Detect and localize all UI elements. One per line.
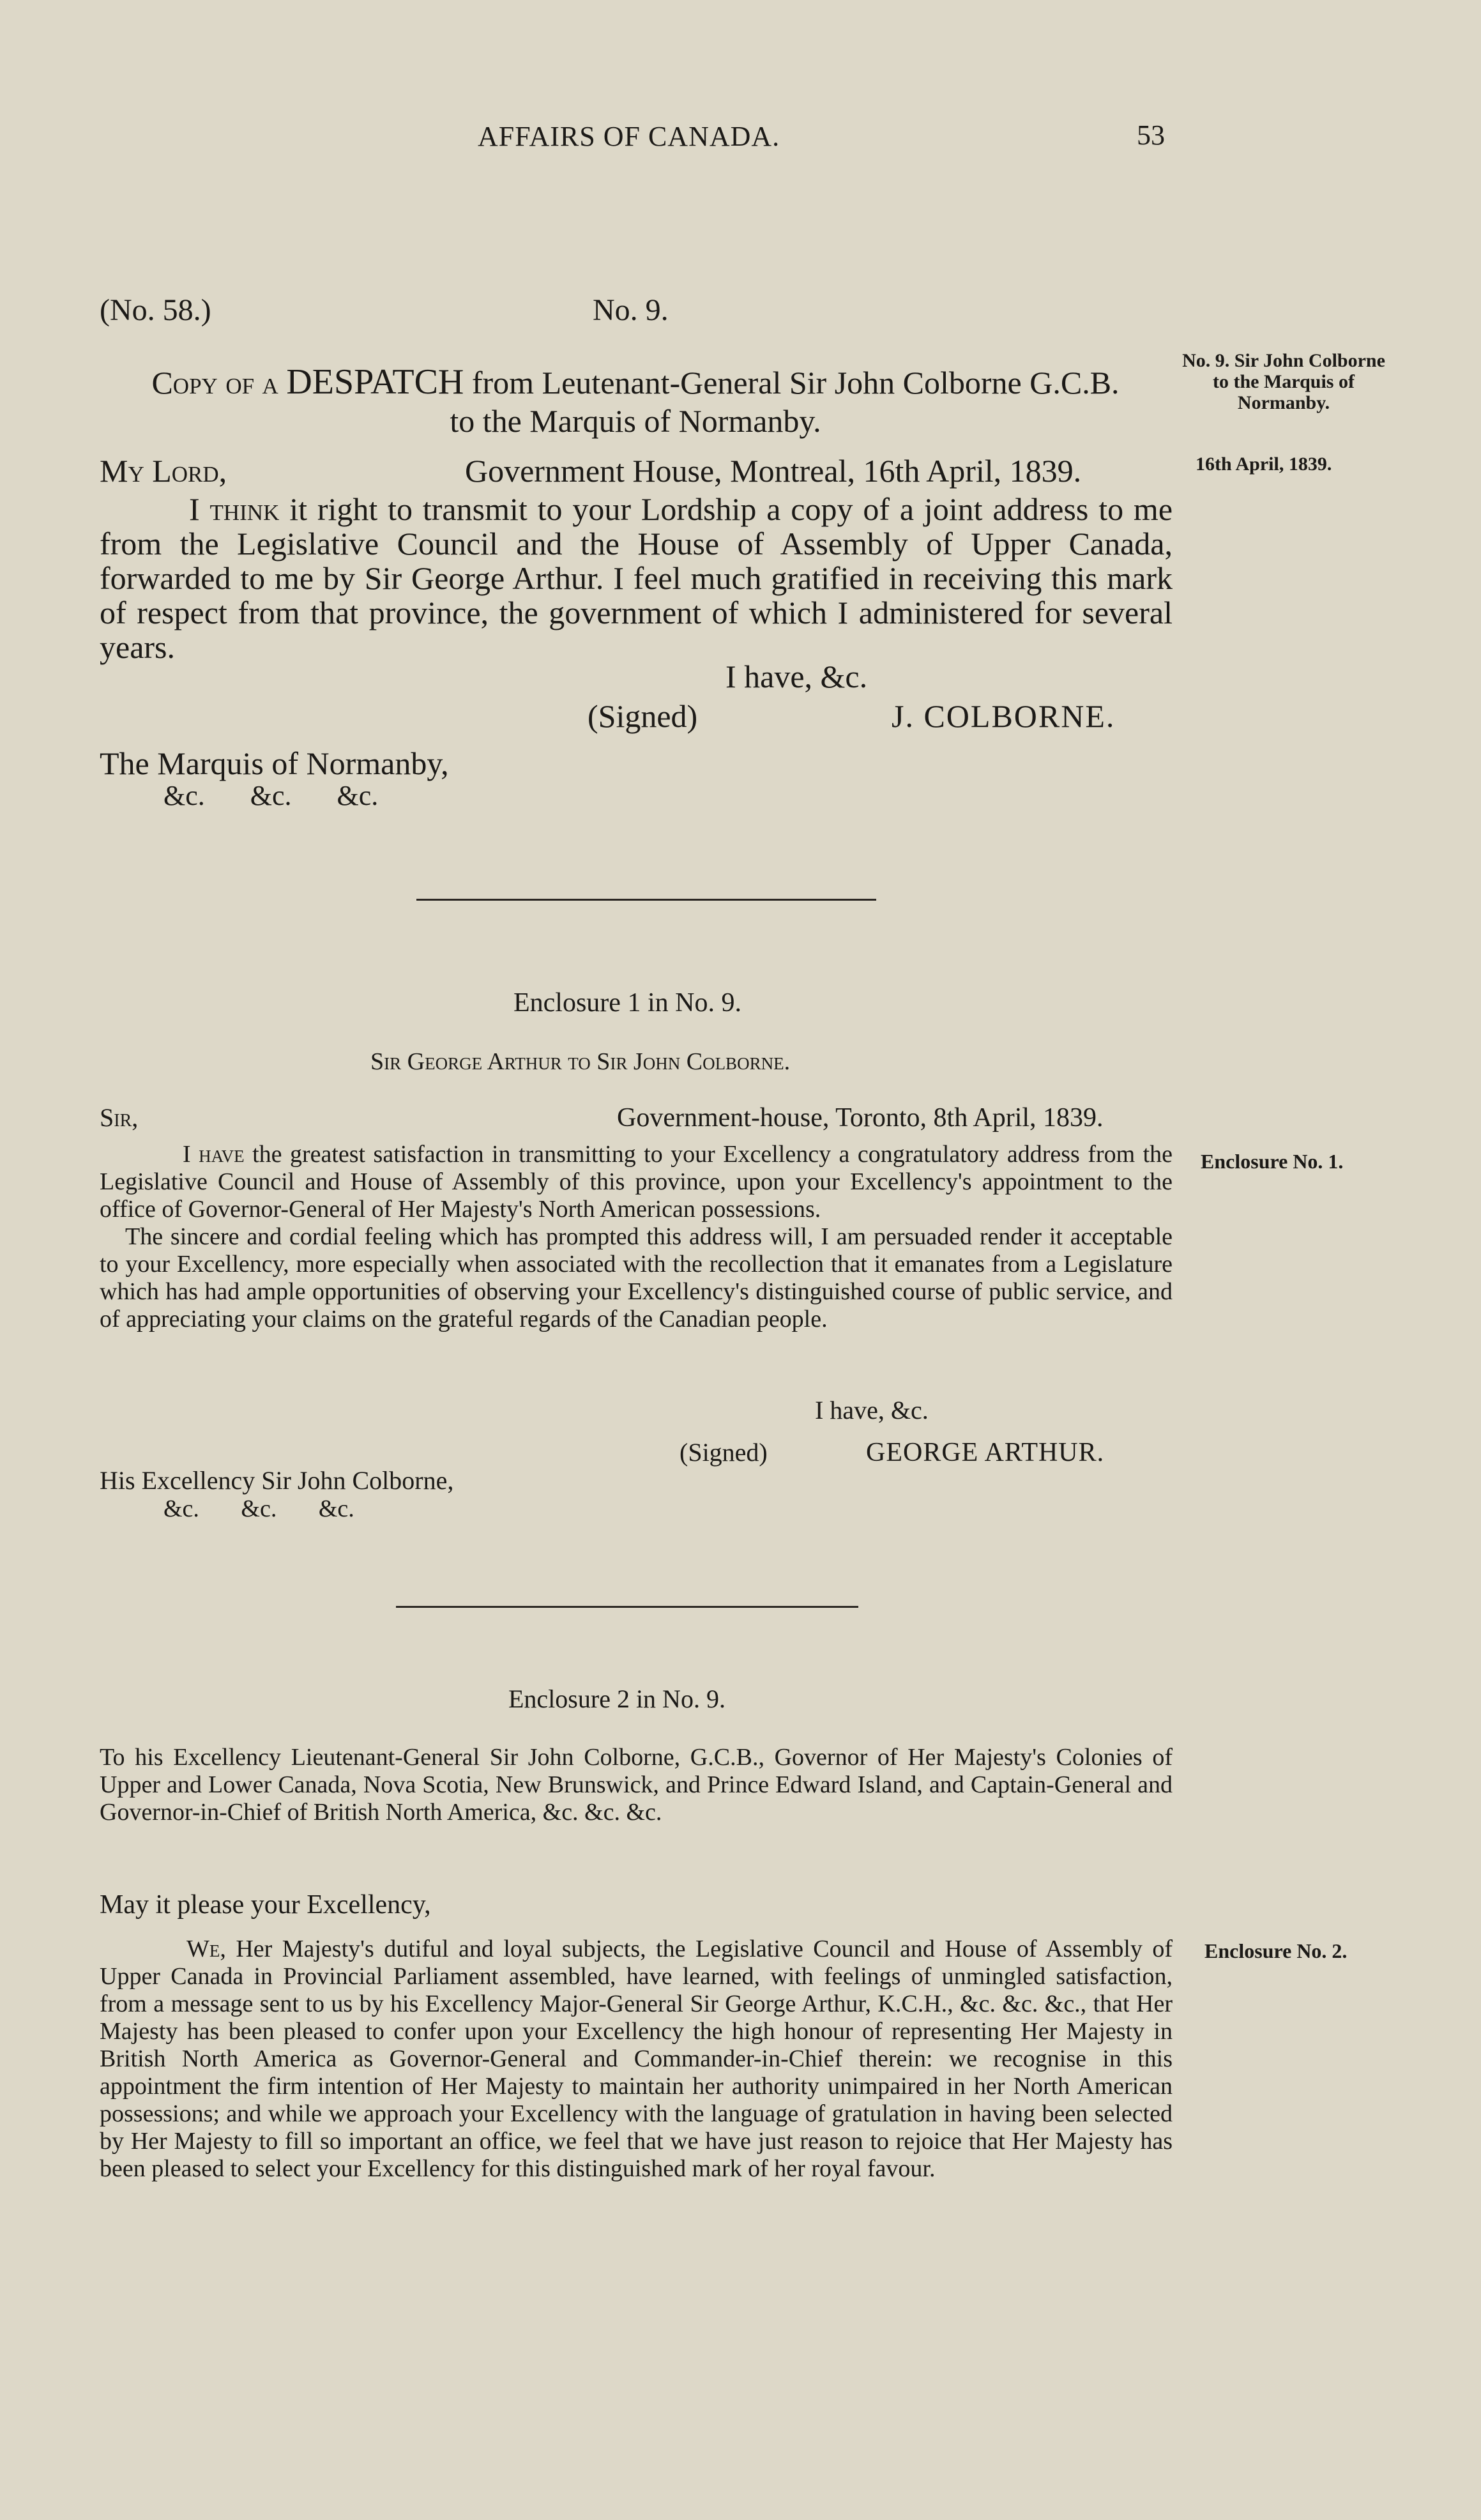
enclosure1-salutation: Sir, [100,1103,139,1132]
despatch-title [109,363,1162,440]
despatch-salutation: My Lord, [100,453,227,489]
enclosure1-para1 [100,1141,1173,1223]
despatch-body [100,492,1173,664]
enclosure1-addressee: His Excellency Sir John Colborne, [100,1466,454,1495]
despatch-title-to: to the Marquis of Normanby. [450,403,821,439]
enclosure1-closing: I have, &c. [815,1396,929,1424]
enclosure1-para1-lead: I have [183,1141,245,1168]
despatch-signed: (Signed) [588,698,698,734]
enclosure1-subheading: Sir George Arthur to Sir John Colborne. [370,1048,791,1075]
enclosure1-para2 [100,1223,1173,1333]
enclosure2-body-lead: We, [186,1936,226,1962]
despatch-body-text: it right to transmit to your Lordship a copy of a joint address to me from the Legislative Council and the House of Assembly of Upper Canada, forwarded to me by Sir George Arthur. I feel much gratified in receiving this mark of respect from that province, the government of which I administered for several years. [100,491,1173,665]
despatch-addressee-etc: &c. &c. &c. [163,780,379,811]
despatch-body-lead: I think [189,491,280,527]
margin-note-enclosure1: Enclosure No. 1. [1201,1150,1344,1173]
margin-note-enclosure2: Enclosure No. 2. [1204,1939,1348,1962]
enclosure1-addressee-etc: &c. &c. &c. [163,1495,354,1522]
enclosure1-para2-text: The sincere and cordial feeling which has prompted this address will, I am persuaded render it acceptable to your Excellency, more especially when associated with the recollection that it emanates from a Legislature which has had ample opportunities of observing your Excellency's distinguished course of public service, and of appreciating your claims on the grateful regards of the Canadian people. [100,1223,1173,1333]
running-header-title: AFFAIRS OF CANADA. [478,121,780,152]
despatch-ref: (No. 58.) [100,293,211,327]
enclosure1-place-date: Government-house, Toronto, 8th April, 1839. [617,1103,1104,1133]
despatch-title-copy: Copy of a [151,365,278,401]
despatch-number: No. 9. [593,293,669,327]
enclosure2-heading: Enclosure 2 in No. 9. [508,1684,725,1713]
enclosure2-address [100,1744,1173,1826]
enclosure2-body [100,1936,1173,2183]
despatch-title-from: from Leutenant-General Sir John Colborne G.C.B. [471,365,1120,401]
enclosure2-body-text: Her Majesty's dutiful and loyal subjects, the Legislative Council and House of Assembly of Upper Canada in Provincial Parliament assembled, have learned, with feelings of unmingled satisfaction, from a message sent to us by his Excellency Major-General Sir George Arthur, K.C.H., &c. &c. &c., that Her Majesty has been pleased to confer upon your Excellency the high honour of representing Her Majesty in British North America as Governor-General and Commander-in-Chief therein: we recognise in this appointment the firm intention of Her Majesty to maintain her authority unimpaired in her North American possessions; and while we approach your Excellency with the language of gratulation in having been selected by Her Majesty to fill so important an office, we feel that we have just reason to rejoice that Her Majesty has been pleased to select your Excellency for this distinguished mark of her royal favour. [100,1936,1173,2182]
margin-note-despatch: No. 9. Sir John Colborne to the Marquis of Normanby. [1182,350,1385,413]
despatch-place-date: Government House, Montreal, 16th April, 1839. [465,453,1082,489]
enclosure2-address-text: To his Excellency Lieutenant-General Sir John Colborne, G.C.B., Governor of Her Majesty's Colonies of Upper and Lower Canada, Nova Scotia, New Brunswick, and Prince Edward Island, and Captain-General and Governor-in-Chief of British North America, &c. &c. &c. [100,1744,1173,1826]
despatch-title-word: DESPATCH [286,362,464,402]
despatch-signature: J. COLBORNE. [892,698,1116,734]
enclosure1-signed: (Signed) [680,1438,768,1467]
despatch-addressee: The Marquis of Normanby, [100,745,449,781]
despatch-closing: I have, &c. [725,659,868,694]
enclosure1-body [100,1141,1173,1333]
enclosure1-para1-text: the greatest satisfaction in transmitting to your Excellency a congratulatory address from the Legislative Council and House of Assembly of this province, upon your Excellency's appointment to the office of Governor-General of Her Majesty's North American possessions. [100,1141,1173,1223]
enclosure1-heading: Enclosure 1 in No. 9. [513,988,741,1018]
page-number: 53 [1137,119,1165,151]
section-divider [396,1606,858,1608]
enclosure1-signature: GEORGE ARTHUR. [866,1438,1105,1467]
margin-note-date: 16th April, 1839. [1196,454,1332,475]
section-divider [416,899,876,901]
enclosure2-salutation: May it please your Excellency, [100,1890,431,1920]
